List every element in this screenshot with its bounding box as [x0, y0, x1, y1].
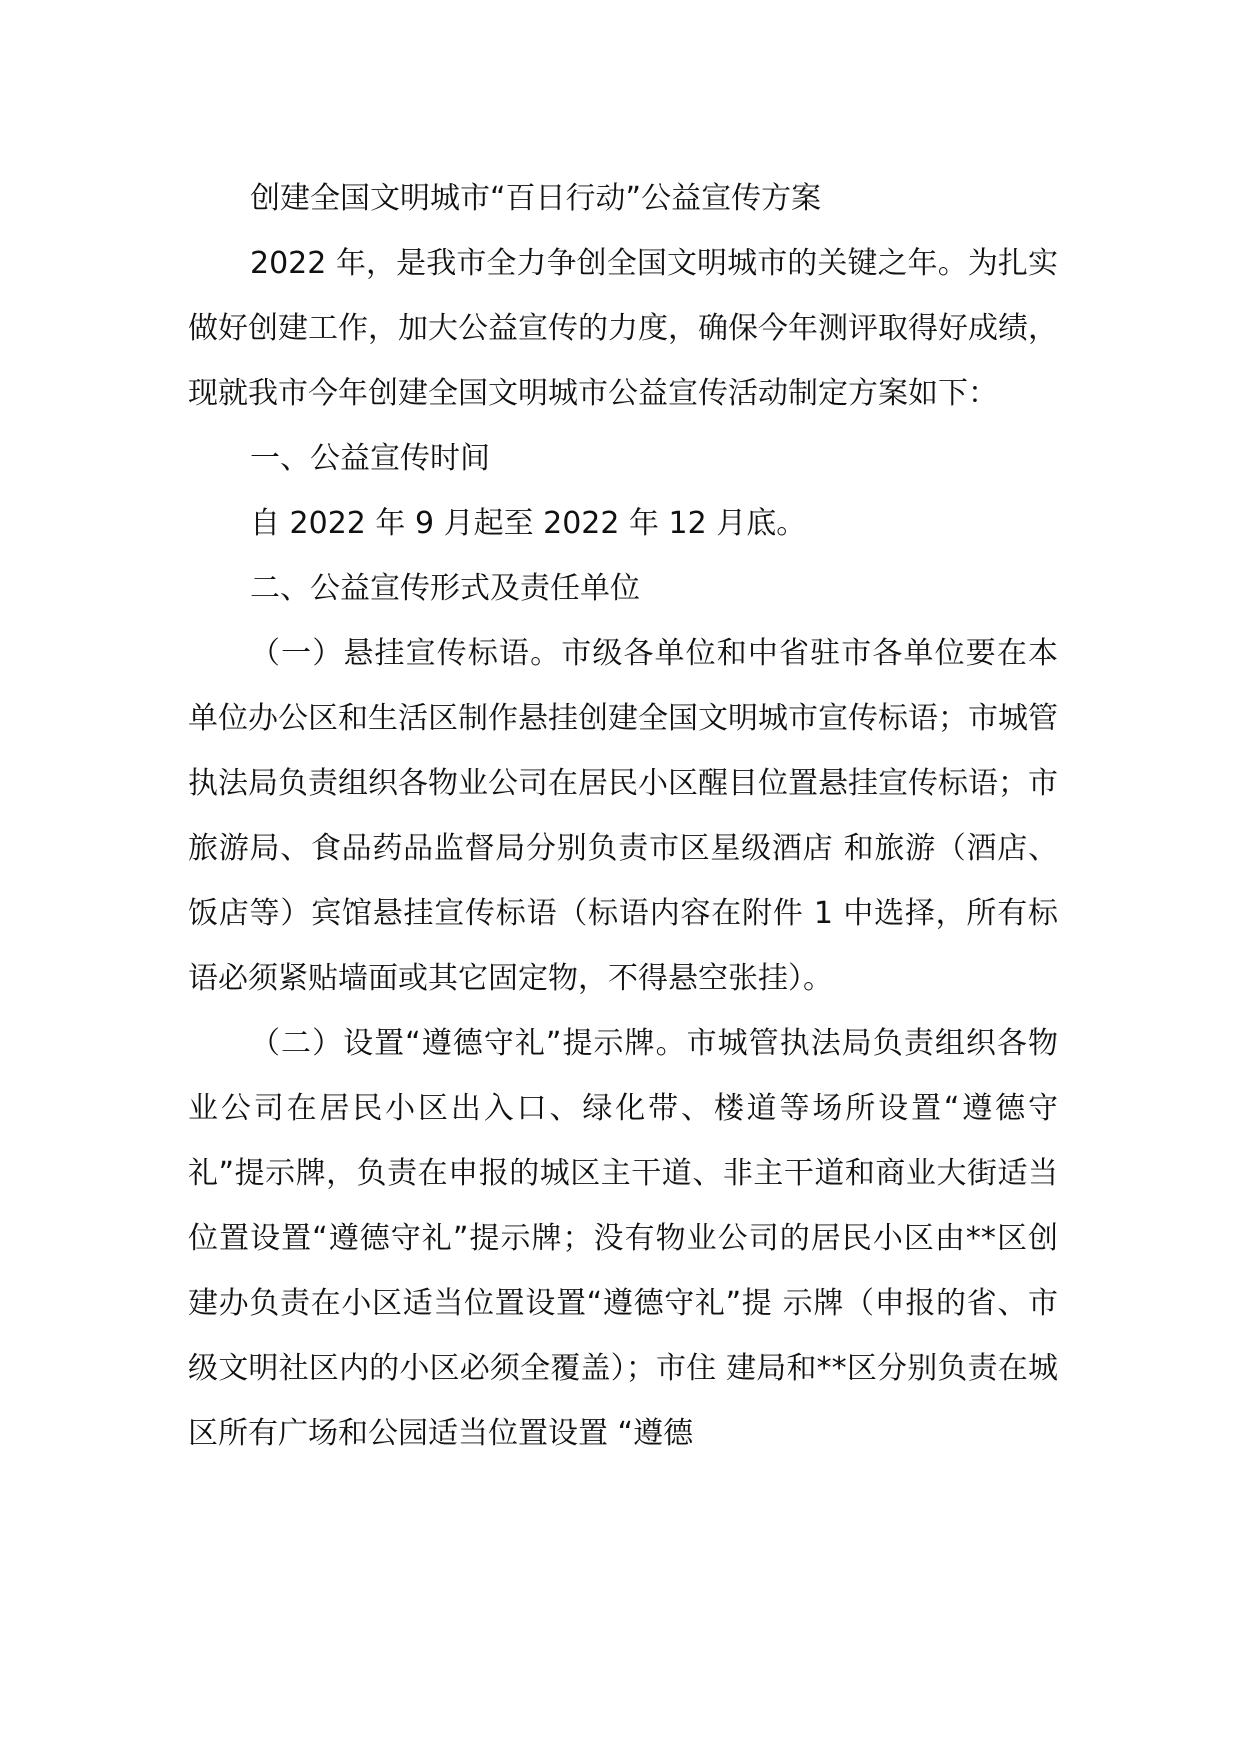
paragraph-time: 自 2022 年 9 月起至 2022 年 12 月底。 — [250, 506, 807, 541]
paragraph-intro: 2022 年，是我市全力争创全国文明城市的关键之年。为扎实做好创建工作，加大公益宣传的力度，确保今年测评取得好成绩，现就我市今年创建全国文明城市公益宣传活动制定方案如下： — [188, 246, 1058, 411]
section-heading-time: 一、公益宣传时间 — [250, 441, 490, 476]
document-title: 创建全国文明城市“百日行动”公益宣传方案 — [250, 181, 822, 216]
section-heading-forms: 二、公益宣传形式及责任单位 — [250, 571, 640, 606]
document-body — [188, 166, 1058, 1466]
paragraph-slogans: （一）悬挂宣传标语。市级各单位和中省驻市各单位要在本单位办公区和生活区制作悬挂创建全国文明城市宣传标语；市城管执法局负责组织各物业公司在居民小区醒目位置悬挂宣传标语；市旅游局、食品药品监督局分别负责市区星级酒店 和旅游（酒店、饭店等）宾馆悬挂宣传标语（标语内容在附件 1 中选择，所有标语必须紧贴墙面或其它固定物，不得悬空张挂）。 — [188, 636, 1058, 996]
paragraph-signs: （二）设置“遵德守礼”提示牌。市城管执法局负责组织各物业公司在居民小区出入口、绿化带、楼道等场所设置“遵德守礼”提示牌，负责在申报的城区主干道、非主干道和商业大街适当位置设置“遵德守礼”提示牌；没有物业公司的居民小区由**区创建办负责在小区适当位置设置“遵德守礼”提 示牌（申报的省、市级文明社区内的小区必须全覆盖）；市住 建局和**区分别负责在城区所有广场和公园适当位置设置 “遵德 — [188, 1026, 1058, 1451]
